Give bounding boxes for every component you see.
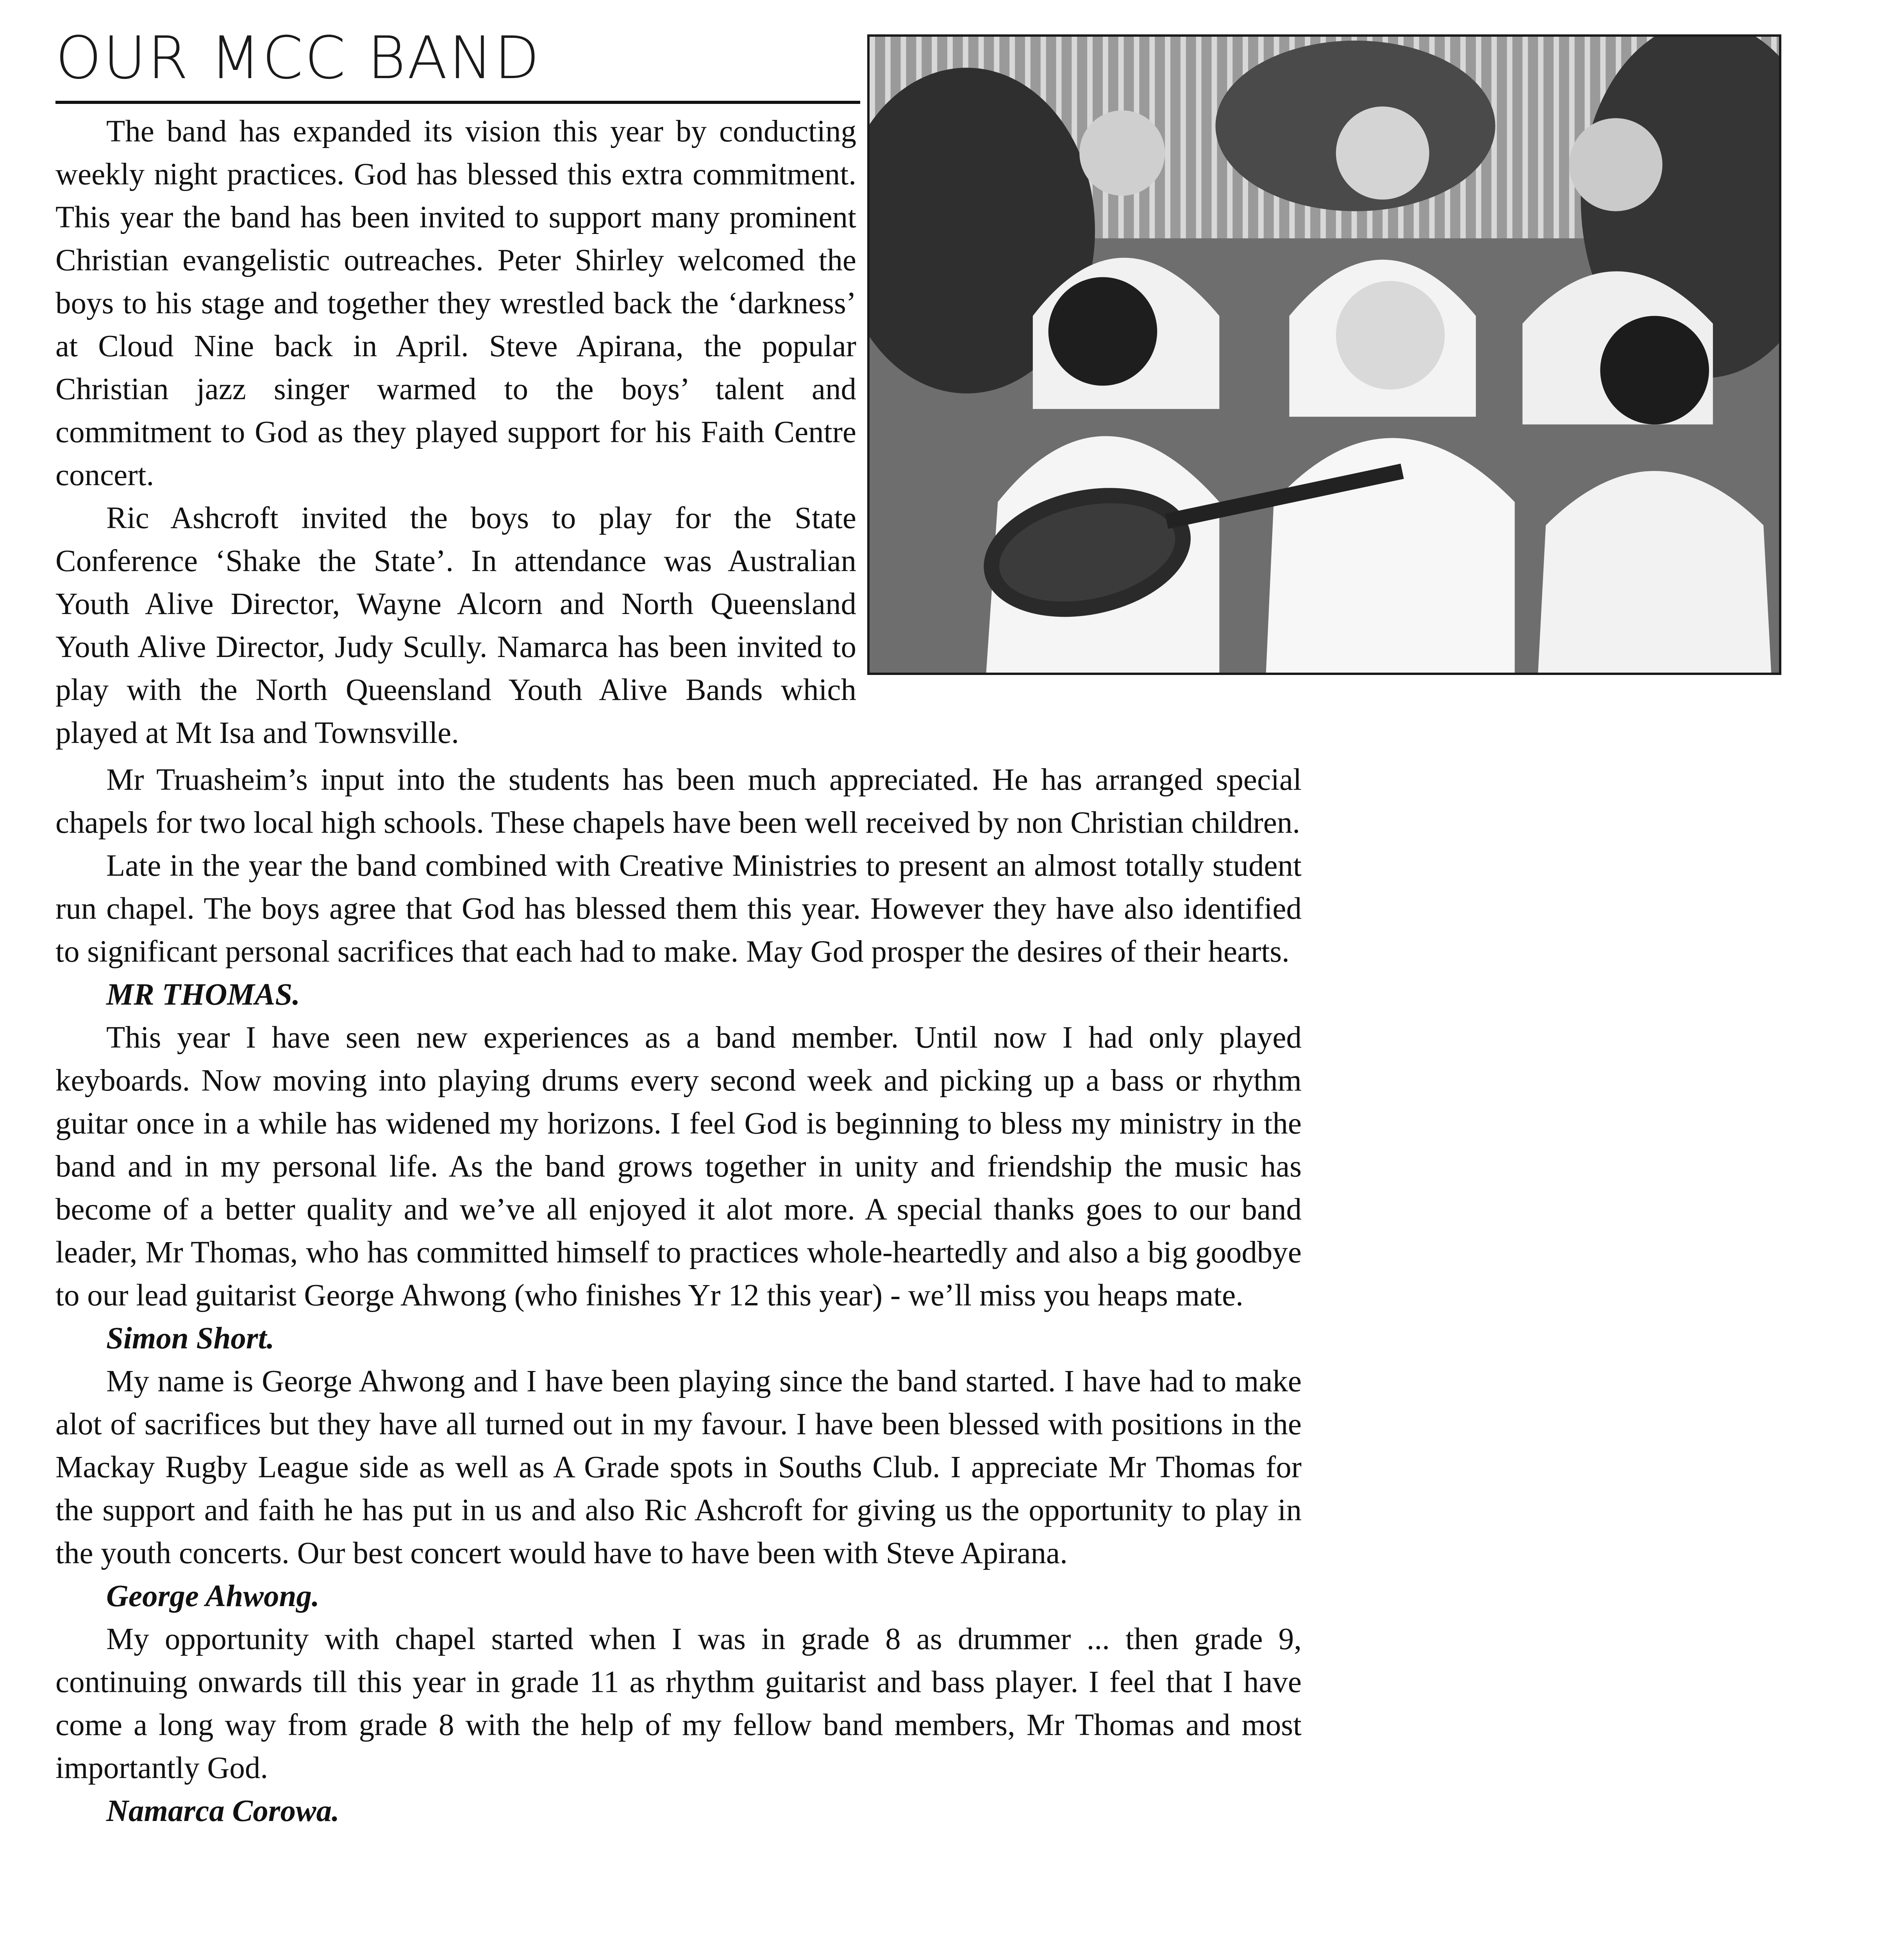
title-rule: [55, 101, 860, 104]
article-paragraph: This year I have seen new experiences as a band member. Until now I had only played keyboards. Now moving into playing drums every second week and picking up a bass or rhythm guitar once in a while has widened my horizons. I feel God is beginning to bless my ministry in the band and in my personal life. As the band grows together in unity and friendship the music has become of a better quality and we’ve all enjoyed it alot more. A special thanks goes to our band leader, Mr Thomas, who has committed himself to practices whole-heartedly and also a big goodbye to our lead guitarist George Ahwong (who finishes Yr 12 this year) - we’ll miss you heaps mate.: [55, 1021, 1302, 1312]
signature-george: George Ahwong.: [106, 1579, 320, 1613]
article-body: [55, 759, 1302, 1833]
page-title: OUR MCC BAND: [55, 24, 541, 92]
article-paragraph: My name is George Ahwong and I have been playing since the band started. I have had to make alot of sacrifices but they have all turned out in my favour. I have been blessed with positions in the Mackay Rugby League side as well as A Grade spots in Souths Club. I appreciate Mr Thomas for the support and faith he has put in us and also Ric Ashcroft for giving us the opportunity to play in the youth concerts. Our best concert would have to have been with Steve Apirana.: [55, 1364, 1302, 1570]
article-left-column: [55, 110, 856, 755]
signature-simon: Simon Short.: [106, 1321, 275, 1355]
article-paragraph: The band has expanded its vision this year by conducting weekly night practices. God has blessed this extra commitment. This year the band has been invited to support many prominent Christian evangelistic outreaches. Peter Shirley welcomed the boys to his stage and together they wrestled back the ‘darkness’ at Cloud Nine back in April. Steve Apirana, the popular Christian jazz singer warmed to the boys’ talent and commitment to God as they played support for his Faith Centre concert.: [55, 114, 856, 492]
article-paragraph: My opportunity with chapel started when I was in grade 8 as drummer ... then grade 9, continuing onwards till this year in grade 11 as rhythm guitarist and bass player. I feel that I have come a long way from grade 8 with the help of my fellow band members, Mr Thomas and most importantly God.: [55, 1622, 1302, 1785]
signature-namarca: Namarca Corowa.: [106, 1794, 339, 1828]
article-paragraph: Mr Truasheim’s input into the students has been much appreciated. He has arranged special chapels for two local high schools. These chapels have been well received by non Christian children.: [55, 763, 1302, 840]
signature-thomas: MR THOMAS.: [106, 978, 300, 1012]
article-paragraph: Ric Ashcroft invited the boys to play for the State Conference ‘Shake the State’. In attendance was Australian Youth Alive Director, Wayne Alcorn and North Queensland Youth Alive Director, Judy Scully. Namarca has been invited to play with the North Queensland Youth Alive Bands which played at Mt Isa and Townsville.: [55, 501, 856, 750]
band-photo: [867, 34, 1781, 675]
article-paragraph: Late in the year the band combined with Creative Ministries to present an almost totally student run chapel. The boys agree that God has blessed them this year. However they have also identified to significant personal sacrifices that each had to make. May God prosper the desires of their hearts.: [55, 849, 1302, 969]
